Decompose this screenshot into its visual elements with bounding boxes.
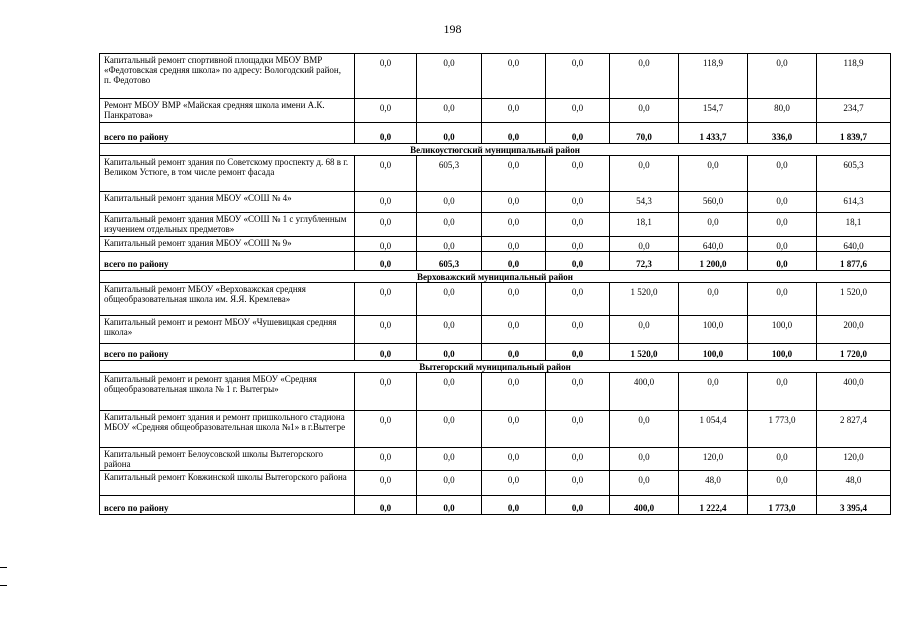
amount-cell: 0,0 (482, 448, 546, 471)
project-name-cell: Капитальный ремонт и ремонт здания МБОУ «Средняя общеобразовательная школа № 1 г. Вытегры» (100, 373, 355, 411)
project-name-cell: Капитальный ремонт МБОУ «Верховажская средняя общеобразовательная школа им. Я.Я. Кремлева» (100, 283, 355, 316)
total-amount-cell: 0,0 (355, 344, 417, 361)
table-row (100, 156, 891, 192)
repair-funding-table (99, 53, 891, 515)
amount-cell: 0,0 (748, 237, 817, 252)
total-amount-cell: 0,0 (482, 252, 546, 271)
amount-cell: 0,0 (355, 316, 417, 344)
amount-cell: 0,0 (610, 156, 679, 192)
amount-cell: 0,0 (417, 99, 482, 123)
amount-cell: 0,0 (417, 192, 482, 213)
total-amount-cell: 0,0 (482, 344, 546, 361)
total-amount-cell: 100,0 (748, 344, 817, 361)
total-amount-cell: 0,0 (355, 496, 417, 515)
margin-mark (0, 567, 7, 568)
amount-cell: 0,0 (546, 471, 610, 496)
total-amount-cell: 0,0 (417, 496, 482, 515)
amount-cell: 0,0 (546, 156, 610, 192)
table-row (100, 316, 891, 344)
amount-cell: 0,0 (355, 192, 417, 213)
amount-cell: 0,0 (748, 283, 817, 316)
page-number: 198 (443, 22, 462, 36)
amount-cell: 1 520,0 (610, 283, 679, 316)
district-title: Верховажский муниципальный район (100, 271, 891, 283)
amount-cell: 0,0 (355, 156, 417, 192)
amount-cell: 0,0 (546, 213, 610, 237)
amount-cell: 0,0 (482, 213, 546, 237)
amount-cell: 0,0 (417, 373, 482, 411)
amount-cell: 0,0 (417, 316, 482, 344)
amount-cell: 0,0 (610, 99, 679, 123)
amount-cell: 400,0 (817, 373, 891, 411)
total-amount-cell: 0,0 (482, 496, 546, 515)
amount-cell: 120,0 (817, 448, 891, 471)
table-row (100, 54, 891, 99)
amount-cell: 0,0 (610, 237, 679, 252)
project-name-cell: Капитальный ремонт здания по Советскому проспекту д. 68 в г. Великом Устюге, в том числе ремонт фасада (100, 156, 355, 192)
table-row (100, 471, 891, 496)
amount-cell: 0,0 (355, 237, 417, 252)
table-row (100, 213, 891, 237)
total-amount-cell: 1 877,6 (817, 252, 891, 271)
amount-cell: 0,0 (482, 54, 546, 99)
district-header-row (100, 361, 891, 373)
total-amount-cell: 605,3 (417, 252, 482, 271)
project-name-cell: Капитальный ремонт здания МБОУ «СОШ № 1 с углубленным изучением отдельных предметов» (100, 213, 355, 237)
amount-cell: 0,0 (679, 156, 748, 192)
total-amount-cell: 336,0 (748, 123, 817, 144)
total-amount-cell: 0,0 (355, 252, 417, 271)
amount-cell: 0,0 (679, 373, 748, 411)
total-amount-cell: 72,3 (610, 252, 679, 271)
district-title: Вытегорский муниципальный район (100, 361, 891, 373)
amount-cell: 0,0 (546, 373, 610, 411)
amount-cell: 0,0 (546, 237, 610, 252)
total-amount-cell: 1 200,0 (679, 252, 748, 271)
amount-cell: 0,0 (417, 411, 482, 448)
project-name-cell: Капитальный ремонт и ремонт МБОУ «Чушевицкая средняя школа» (100, 316, 355, 344)
total-amount-cell: 1 520,0 (610, 344, 679, 361)
amount-cell: 0,0 (355, 373, 417, 411)
district-total-row (100, 496, 891, 515)
amount-cell: 614,3 (817, 192, 891, 213)
amount-cell: 0,0 (679, 213, 748, 237)
amount-cell: 0,0 (482, 283, 546, 316)
total-amount-cell: 100,0 (679, 344, 748, 361)
amount-cell: 0,0 (748, 471, 817, 496)
total-label-cell: всего по району (100, 496, 355, 515)
amount-cell: 0,0 (610, 54, 679, 99)
amount-cell: 0,0 (482, 471, 546, 496)
amount-cell: 0,0 (482, 237, 546, 252)
amount-cell: 2 827,4 (817, 411, 891, 448)
amount-cell: 0,0 (417, 213, 482, 237)
amount-cell: 0,0 (748, 192, 817, 213)
total-amount-cell: 0,0 (748, 252, 817, 271)
amount-cell: 0,0 (355, 213, 417, 237)
amount-cell: 605,3 (417, 156, 482, 192)
project-name-cell: Капитальный ремонт здания МБОУ «СОШ № 4» (100, 192, 355, 213)
table-row (100, 373, 891, 411)
amount-cell: 100,0 (748, 316, 817, 344)
amount-cell: 1 054,4 (679, 411, 748, 448)
amount-cell: 0,0 (610, 471, 679, 496)
amount-cell: 0,0 (482, 316, 546, 344)
amount-cell: 118,9 (817, 54, 891, 99)
total-amount-cell: 1 433,7 (679, 123, 748, 144)
amount-cell: 560,0 (679, 192, 748, 213)
total-amount-cell: 400,0 (610, 496, 679, 515)
amount-cell: 0,0 (417, 237, 482, 252)
amount-cell: 0,0 (482, 99, 546, 123)
amount-cell: 0,0 (546, 316, 610, 344)
amount-cell: 640,0 (817, 237, 891, 252)
total-amount-cell: 1 222,4 (679, 496, 748, 515)
amount-cell: 0,0 (546, 54, 610, 99)
amount-cell: 0,0 (355, 411, 417, 448)
district-total-row (100, 123, 891, 144)
amount-cell: 0,0 (417, 54, 482, 99)
amount-cell: 0,0 (482, 192, 546, 213)
amount-cell: 0,0 (748, 213, 817, 237)
amount-cell: 0,0 (610, 316, 679, 344)
amount-cell: 0,0 (748, 156, 817, 192)
amount-cell: 0,0 (417, 471, 482, 496)
total-amount-cell: 1 839,7 (817, 123, 891, 144)
total-amount-cell: 0,0 (546, 344, 610, 361)
amount-cell: 120,0 (679, 448, 748, 471)
table-row (100, 283, 891, 316)
table-row (100, 411, 891, 448)
amount-cell: 0,0 (610, 411, 679, 448)
total-amount-cell: 0,0 (482, 123, 546, 144)
amount-cell: 0,0 (417, 448, 482, 471)
district-header-row (100, 144, 891, 156)
margin-mark (0, 585, 7, 586)
total-label-cell: всего по району (100, 252, 355, 271)
project-name-cell: Ремонт МБОУ ВМР «Майская средняя школа имени А.К. Панкратова» (100, 99, 355, 123)
amount-cell: 0,0 (482, 156, 546, 192)
table-row (100, 237, 891, 252)
amount-cell: 0,0 (355, 54, 417, 99)
total-amount-cell: 0,0 (417, 344, 482, 361)
amount-cell: 400,0 (610, 373, 679, 411)
amount-cell: 0,0 (546, 411, 610, 448)
amount-cell: 0,0 (546, 448, 610, 471)
amount-cell: 0,0 (679, 283, 748, 316)
total-amount-cell: 70,0 (610, 123, 679, 144)
amount-cell: 605,3 (817, 156, 891, 192)
table-row (100, 448, 891, 471)
amount-cell: 1 520,0 (817, 283, 891, 316)
total-label-cell: всего по району (100, 344, 355, 361)
project-name-cell: Капитальный ремонт спортивной площадки МБОУ ВМР «Федотовская средняя школа» по адресу: Вологодский район, п. Федотово (100, 54, 355, 99)
total-amount-cell: 0,0 (546, 496, 610, 515)
total-amount-cell: 1 720,0 (817, 344, 891, 361)
amount-cell: 0,0 (546, 192, 610, 213)
amount-cell: 0,0 (610, 448, 679, 471)
amount-cell: 200,0 (817, 316, 891, 344)
total-amount-cell: 3 395,4 (817, 496, 891, 515)
amount-cell: 0,0 (355, 283, 417, 316)
amount-cell: 18,1 (610, 213, 679, 237)
project-name-cell: Капитальный ремонт здания МБОУ «СОШ № 9» (100, 237, 355, 252)
amount-cell: 18,1 (817, 213, 891, 237)
total-amount-cell: 1 773,0 (748, 496, 817, 515)
district-title: Великоустюгский муниципальный район (100, 144, 891, 156)
amount-cell: 0,0 (748, 54, 817, 99)
table-row (100, 192, 891, 213)
amount-cell: 0,0 (546, 99, 610, 123)
total-amount-cell: 0,0 (417, 123, 482, 144)
amount-cell: 0,0 (417, 283, 482, 316)
amount-cell: 48,0 (817, 471, 891, 496)
total-amount-cell: 0,0 (546, 123, 610, 144)
table-row (100, 99, 891, 123)
amount-cell: 100,0 (679, 316, 748, 344)
amount-cell: 0,0 (748, 373, 817, 411)
amount-cell: 0,0 (355, 99, 417, 123)
district-total-row (100, 252, 891, 271)
amount-cell: 640,0 (679, 237, 748, 252)
district-header-row (100, 271, 891, 283)
amount-cell: 0,0 (546, 283, 610, 316)
total-label-cell: всего по району (100, 123, 355, 144)
amount-cell: 0,0 (482, 373, 546, 411)
amount-cell: 118,9 (679, 54, 748, 99)
project-name-cell: Капитальный ремонт Белоусовской школы Вытегорского района (100, 448, 355, 471)
district-total-row (100, 344, 891, 361)
amount-cell: 80,0 (748, 99, 817, 123)
amount-cell: 0,0 (748, 448, 817, 471)
total-amount-cell: 0,0 (355, 123, 417, 144)
amount-cell: 48,0 (679, 471, 748, 496)
amount-cell: 234,7 (817, 99, 891, 123)
total-amount-cell: 0,0 (546, 252, 610, 271)
amount-cell: 154,7 (679, 99, 748, 123)
amount-cell: 54,3 (610, 192, 679, 213)
amount-cell: 0,0 (355, 448, 417, 471)
amount-cell: 1 773,0 (748, 411, 817, 448)
amount-cell: 0,0 (482, 411, 546, 448)
amount-cell: 0,0 (355, 471, 417, 496)
project-name-cell: Капитальный ремонт Ковжинской школы Вытегорского района (100, 471, 355, 496)
project-name-cell: Капитальный ремонт здания и ремонт пришкольного стадиона МБОУ «Средняя общеобразовательная школа №1» в г.Вытегре (100, 411, 355, 448)
